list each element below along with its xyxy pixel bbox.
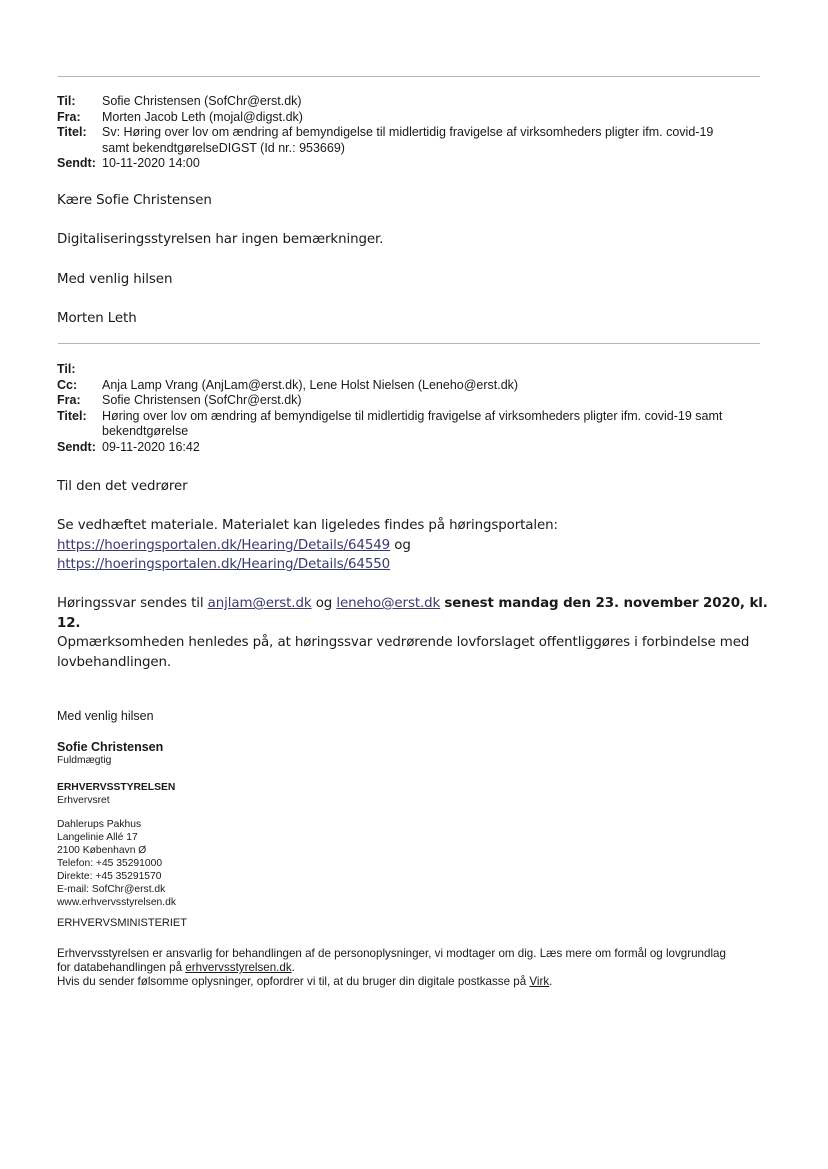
- address-line-1: Dahlerups Pakhus: [57, 819, 142, 830]
- to-label: Til:: [57, 94, 76, 108]
- privacy-line-3-suffix: .: [549, 975, 553, 989]
- separator-line: [58, 343, 760, 344]
- address-line-3: 2100 København Ø: [57, 845, 147, 856]
- subject-line-1: Høring over lov om ændring af bemyndigelse til midlertidig fravigelse af virksomheders pligter ifm. covid-19 samt: [102, 408, 723, 423]
- email-link-anjlam[interactable]: anjlam@erst.dk: [207, 596, 312, 611]
- direct-phone: Direkte: +45 35291570: [57, 871, 162, 882]
- cc-label: Cc:: [57, 377, 78, 392]
- hearing-link-64550[interactable]: https://hoeringsportalen.dk/Hearing/Details/64550: [57, 557, 391, 572]
- sent-value: 10-11-2020 14:00: [102, 156, 200, 170]
- reply-body: Digitaliseringsstyrelsen har ingen bemærkninger.: [57, 232, 384, 247]
- email-header-original: [57, 362, 772, 455]
- sent-value: 09-11-2020 16:42: [102, 439, 200, 454]
- cc-row: [57, 378, 772, 394]
- to-value: Sofie Christensen (SofChr@erst.dk): [102, 94, 302, 108]
- address-block: [57, 818, 176, 909]
- organization-name: ERHVERVSSTYRELSEN: [57, 782, 176, 793]
- signature-title: Fuldmægtig: [57, 755, 112, 766]
- original-closing: Med venlig hilsen: [57, 709, 154, 723]
- reply-closing: Med venlig hilsen: [57, 272, 173, 287]
- cc-value: Anja Lamp Vrang (AnjLam@erst.dk), Lene Holst Nielsen (Leneho@erst.dk): [102, 377, 519, 392]
- to-row: [57, 94, 772, 110]
- subject-line-2: samt bekendtgørelseDIGST (Id nr.: 953669): [102, 140, 345, 155]
- website: www.erhvervsstyrelsen.dk: [57, 897, 177, 908]
- sent-row: [57, 156, 772, 172]
- reply-signature: Morten Leth: [57, 311, 137, 326]
- organization-block: [57, 781, 175, 807]
- from-label: Fra:: [57, 393, 81, 407]
- notice-line-1: Opmærksomheden henledes på, at høringssvar vedrørende lovforslaget offentliggøres i forbindelse med: [57, 635, 750, 650]
- from-row: [57, 393, 772, 409]
- subject-row: [57, 409, 772, 440]
- from-label: Fra:: [57, 109, 81, 124]
- to-row: [57, 362, 772, 378]
- subject-line-1: Sv: Høring over lov om ændring af bemyndigelse til midlertidig fravigelse af virksomheders pligter ifm. covid-19: [102, 125, 714, 139]
- erhvervsstyrelsen-link[interactable]: erhvervsstyrelsen.dk: [185, 961, 292, 975]
- privacy-line-3-prefix: Hvis du sender følsomme oplysninger, opfordrer vi til, at du bruger din digitale postkasse på: [57, 975, 527, 989]
- to-label: Til:: [57, 362, 76, 376]
- privacy-notice: [57, 947, 777, 990]
- from-value: Morten Jacob Leth (mojal@digst.dk): [102, 109, 303, 124]
- email-address: E-mail: SofChr@erst.dk: [57, 884, 166, 895]
- reply-prefix: Høringssvar sendes til: [57, 596, 204, 611]
- signature-name: Sofie Christensen: [57, 740, 164, 754]
- publication-notice: [57, 633, 777, 672]
- og-text: og: [394, 537, 411, 553]
- notice-line-2: lovbehandlingen.: [57, 654, 172, 670]
- hearing-link-64549[interactable]: https://hoeringsportalen.dk/Hearing/Details/64549: [57, 537, 391, 553]
- sent-label: Sendt:: [57, 156, 96, 170]
- signature-block: [57, 740, 163, 767]
- reply-greeting: Kære Sofie Christensen: [57, 193, 212, 208]
- attachment-paragraph: [57, 516, 777, 575]
- ministry-name: ERHVERVSMINISTERIET: [57, 917, 187, 929]
- from-value: Sofie Christensen (SofChr@erst.dk): [102, 393, 302, 407]
- subject-line-2: bekendtgørelse: [102, 424, 189, 438]
- subject-row: [57, 125, 772, 156]
- from-row: [57, 110, 772, 126]
- virk-link[interactable]: Virk: [529, 975, 550, 989]
- attachment-text: Se vedhæftet materiale. Materialet kan ligeledes findes på høringsportalen:: [57, 518, 558, 533]
- separator-line: [58, 76, 760, 77]
- reply-og: og: [315, 596, 333, 611]
- sent-label: Sendt:: [57, 439, 96, 454]
- subject-label: Titel:: [57, 125, 87, 139]
- reply-deadline: senest mandag den 23. november 2020, kl. 12.: [57, 596, 768, 631]
- phone: Telefon: +45 35291000: [57, 858, 163, 869]
- email-link-leneho[interactable]: leneho@erst.dk: [336, 596, 441, 611]
- subject-label: Titel:: [57, 408, 87, 423]
- reply-instructions: [57, 594, 777, 633]
- original-greeting: Til den det vedrører: [57, 479, 188, 494]
- to-value: [102, 362, 772, 378]
- department-name: Erhvervsret: [57, 795, 110, 806]
- privacy-line-2-suffix: .: [291, 961, 295, 975]
- email-header-reply: [57, 94, 772, 172]
- privacy-line-1: Erhvervsstyrelsen er ansvarlig for behandlingen af de personoplysninger, vi modtager om dig. Læs mere om formål og lovgrundlag: [57, 947, 726, 960]
- address-line-2: Langelinie Allé 17: [57, 832, 138, 843]
- sent-row: [57, 440, 772, 456]
- privacy-line-2-prefix: for databehandlingen på: [57, 961, 183, 975]
